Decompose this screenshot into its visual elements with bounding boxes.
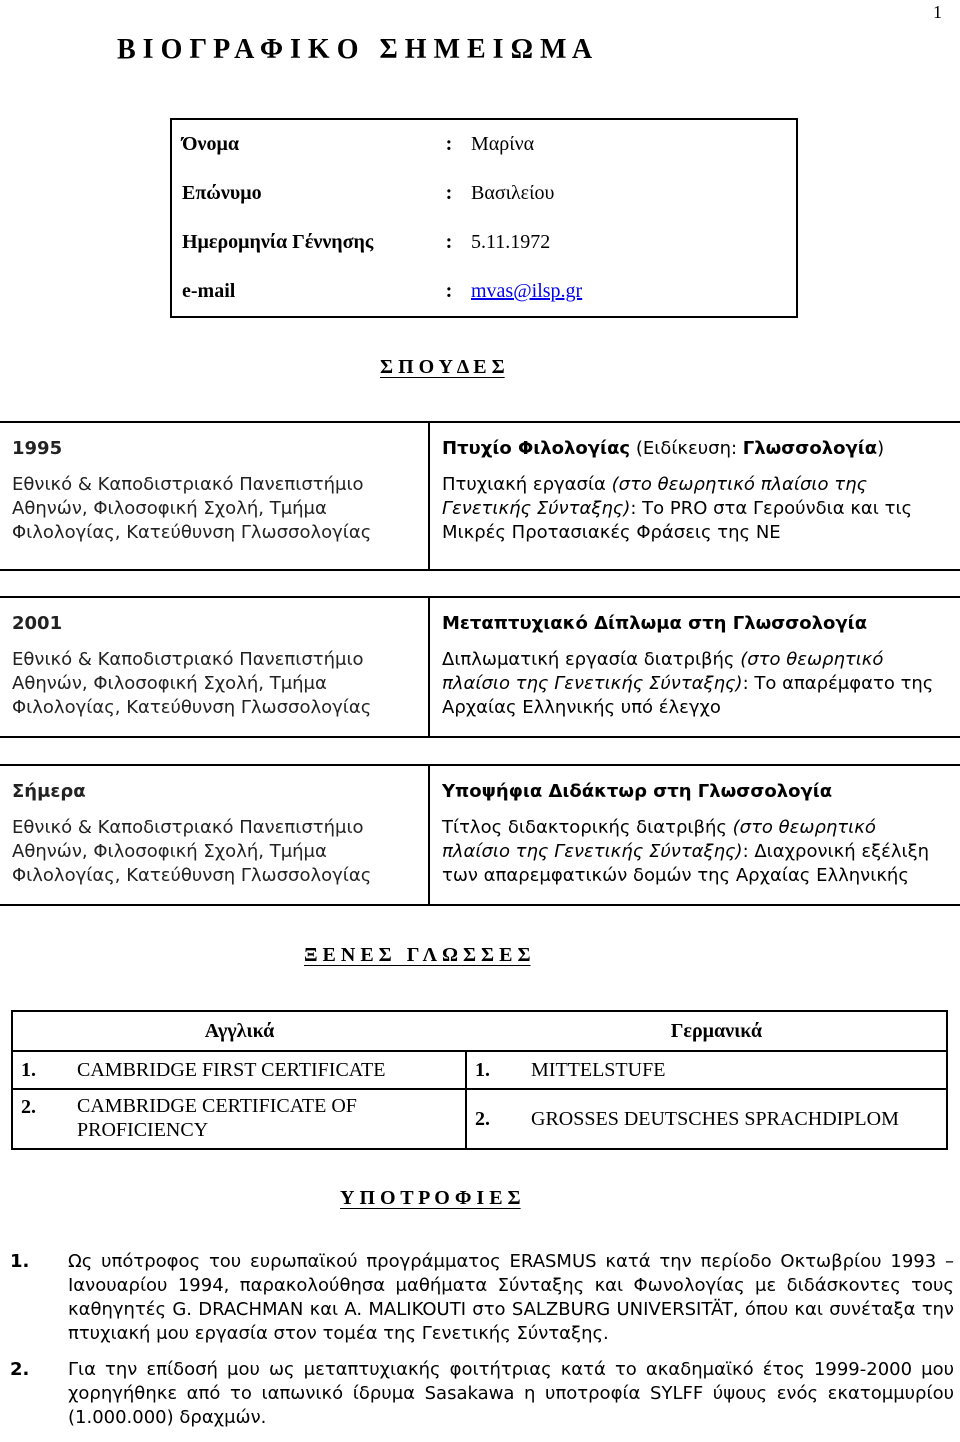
study-degree: Υποψήφια Διδάκτωρ στη Γλωσσολογία xyxy=(442,781,833,802)
english-certificate: CAMBRIDGE CERTIFICATE OF PROFICIENCY xyxy=(77,1095,357,1141)
page-number: 1 xyxy=(933,2,942,22)
info-colon: : xyxy=(445,182,453,204)
english-item-number: 2. xyxy=(21,1096,36,1118)
info-value: 5.11.1972 xyxy=(471,231,551,253)
document-title: Β Ι Ο Γ Ρ Α Φ Ι Κ Ο Σ Η Μ Ε Ι Ω Μ Α xyxy=(117,34,593,65)
study-institution: Εθνικό & Καποδιστριακό Πανεπιστήμιο Αθηνών, Φιλοσοφική Σχολή, Τμήμα Φιλολογίας, Κατεύθυνση Γλωσσολογίας xyxy=(12,649,372,718)
personal-info-table xyxy=(170,118,798,318)
study-degree-cell xyxy=(429,597,960,737)
info-colon: : xyxy=(445,133,453,155)
languages-table xyxy=(11,1010,948,1150)
german-certificate: GROSSES DEUTSCHES SPRACHDIPLOM xyxy=(531,1107,899,1130)
study-institution-cell xyxy=(0,597,429,737)
info-colon: : xyxy=(445,231,453,253)
study-institution: Εθνικό & Καποδιστριακό Πανεπιστήμιο Αθηνών, Φιλοσοφική Σχολή, Τμήμα Φιλολογίας, Κατεύθυνση Γλωσσολογίας xyxy=(12,817,372,886)
info-row-first-name xyxy=(171,119,797,169)
info-row-surname xyxy=(171,169,797,218)
email-link[interactable]: mvas@ilsp.gr xyxy=(471,280,583,302)
info-label: e-mail xyxy=(182,280,236,302)
study-institution: Εθνικό & Καποδιστριακό Πανεπιστήμιο Αθηνών, Φιλοσοφική Σχολή, Τμήμα Φιλολογίας, Κατεύθυνση Γλωσσολογίας xyxy=(12,474,372,543)
info-value: Βασιλείου xyxy=(471,182,555,204)
study-degree: Μεταπτυχιακό Δίπλωμα στη Γλωσσολογία xyxy=(442,613,868,634)
info-label: Όνομα xyxy=(182,133,239,155)
scholarship-item xyxy=(0,1250,960,1346)
scholarships-list xyxy=(0,1250,960,1442)
study-institution-cell xyxy=(0,765,429,905)
german-item-number: 2. xyxy=(466,1089,523,1149)
english-header: Αγγλικά xyxy=(204,1019,275,1042)
study-year: 1995 xyxy=(12,438,63,459)
study-degree: Πτυχίο Φιλολογίας (Ειδίκευση: Γλωσσολογία) xyxy=(442,438,885,459)
study-institution-cell xyxy=(0,422,429,570)
study-block-1995 xyxy=(0,421,960,571)
info-row-email xyxy=(171,267,797,317)
german-header: Γερμανικά xyxy=(670,1019,762,1042)
german-certificate: MITTELSTUFE xyxy=(531,1058,666,1081)
study-block-2001 xyxy=(0,596,960,738)
studies-heading: Σ Π Ο Υ Δ Ε Σ xyxy=(380,356,505,378)
study-thesis: Τίτλος διδακτορικής διατριβής (στο θεωρητικό πλαίσιο της Γενετικής Σύνταξης): Διαχρονική εξέλιξη των απαρεμφατικών δομών της Αρχαίας Ελληνικής xyxy=(442,817,930,886)
study-degree-cell xyxy=(429,765,960,905)
study-thesis: Διπλωματική εργασία διατριβής (στο θεωρητικό πλαίσιο της Γενετικής Σύνταξης): Το απαρέμφατο της Αρχαίας Ελληνικής υπό έλεγχο xyxy=(442,649,934,718)
study-degree-cell xyxy=(429,422,960,570)
info-label: Ημερομηνία Γέννησης xyxy=(182,231,374,253)
scholarships-heading: Υ Π Ο Τ Ρ Ο Φ Ι Ε Σ xyxy=(340,1187,521,1209)
info-value xyxy=(461,267,797,317)
scholarship-text: Για την επίδοσή μου ως μεταπτυχιακής φοιτήτριας κατά το ακαδημαϊκό έτος 1999-2000 μου χορηγήθηκε από το ιαπωνικό ίδρυμα Sasakawa η υποτροφία SYLFF ύψους ενός εκατομμυρίου (1.000.000) δραχμών. xyxy=(68,1359,954,1428)
english-item-number: 1. xyxy=(21,1058,36,1081)
info-row-birthdate xyxy=(171,218,797,267)
scholarship-text: Ως υπότροφος του ευρωπαϊκού προγράμματος ERASMUS κατά την περίοδο Οκτωβρίου 1993 – Ιανουαρίου 1994, παρακολούθησα μαθήματα Σύνταξης και Φωνολογίας με διδάσκοντες τους καθηγητές G. DRACHMAN και A. MALIKOUTI στο SALZBURG UNIVERSITÄT, όπου και συνέταξα την πτυχιακή μου εργασία στον τομέα της Γενετικής Σύνταξης. xyxy=(68,1251,954,1344)
study-year: 2001 xyxy=(12,613,63,634)
study-year: Σήμερα xyxy=(12,781,86,802)
german-item-number: 1. xyxy=(466,1051,523,1089)
info-colon: : xyxy=(445,280,453,302)
english-certificate: CAMBRIDGE FIRST CERTIFICATE xyxy=(77,1058,386,1081)
info-label: Επώνυμο xyxy=(182,182,262,204)
scholarship-number: 1. xyxy=(10,1251,30,1272)
scholarship-number: 2. xyxy=(10,1359,30,1380)
study-thesis: Πτυχιακή εργασία (στο θεωρητικό πλαίσιο της Γενετικής Σύνταξης): Το PRO στα Γερούνδια και τις Μικρές Προτασιακές Φράσεις της ΝΕ xyxy=(442,474,913,543)
languages-heading: Ξ Ε Ν Ε Σ Γ Λ Ω Σ Σ Ε Σ xyxy=(304,944,531,966)
info-value: Μαρίνα xyxy=(471,133,535,155)
scholarship-item xyxy=(0,1358,960,1430)
study-block-current xyxy=(0,764,960,906)
